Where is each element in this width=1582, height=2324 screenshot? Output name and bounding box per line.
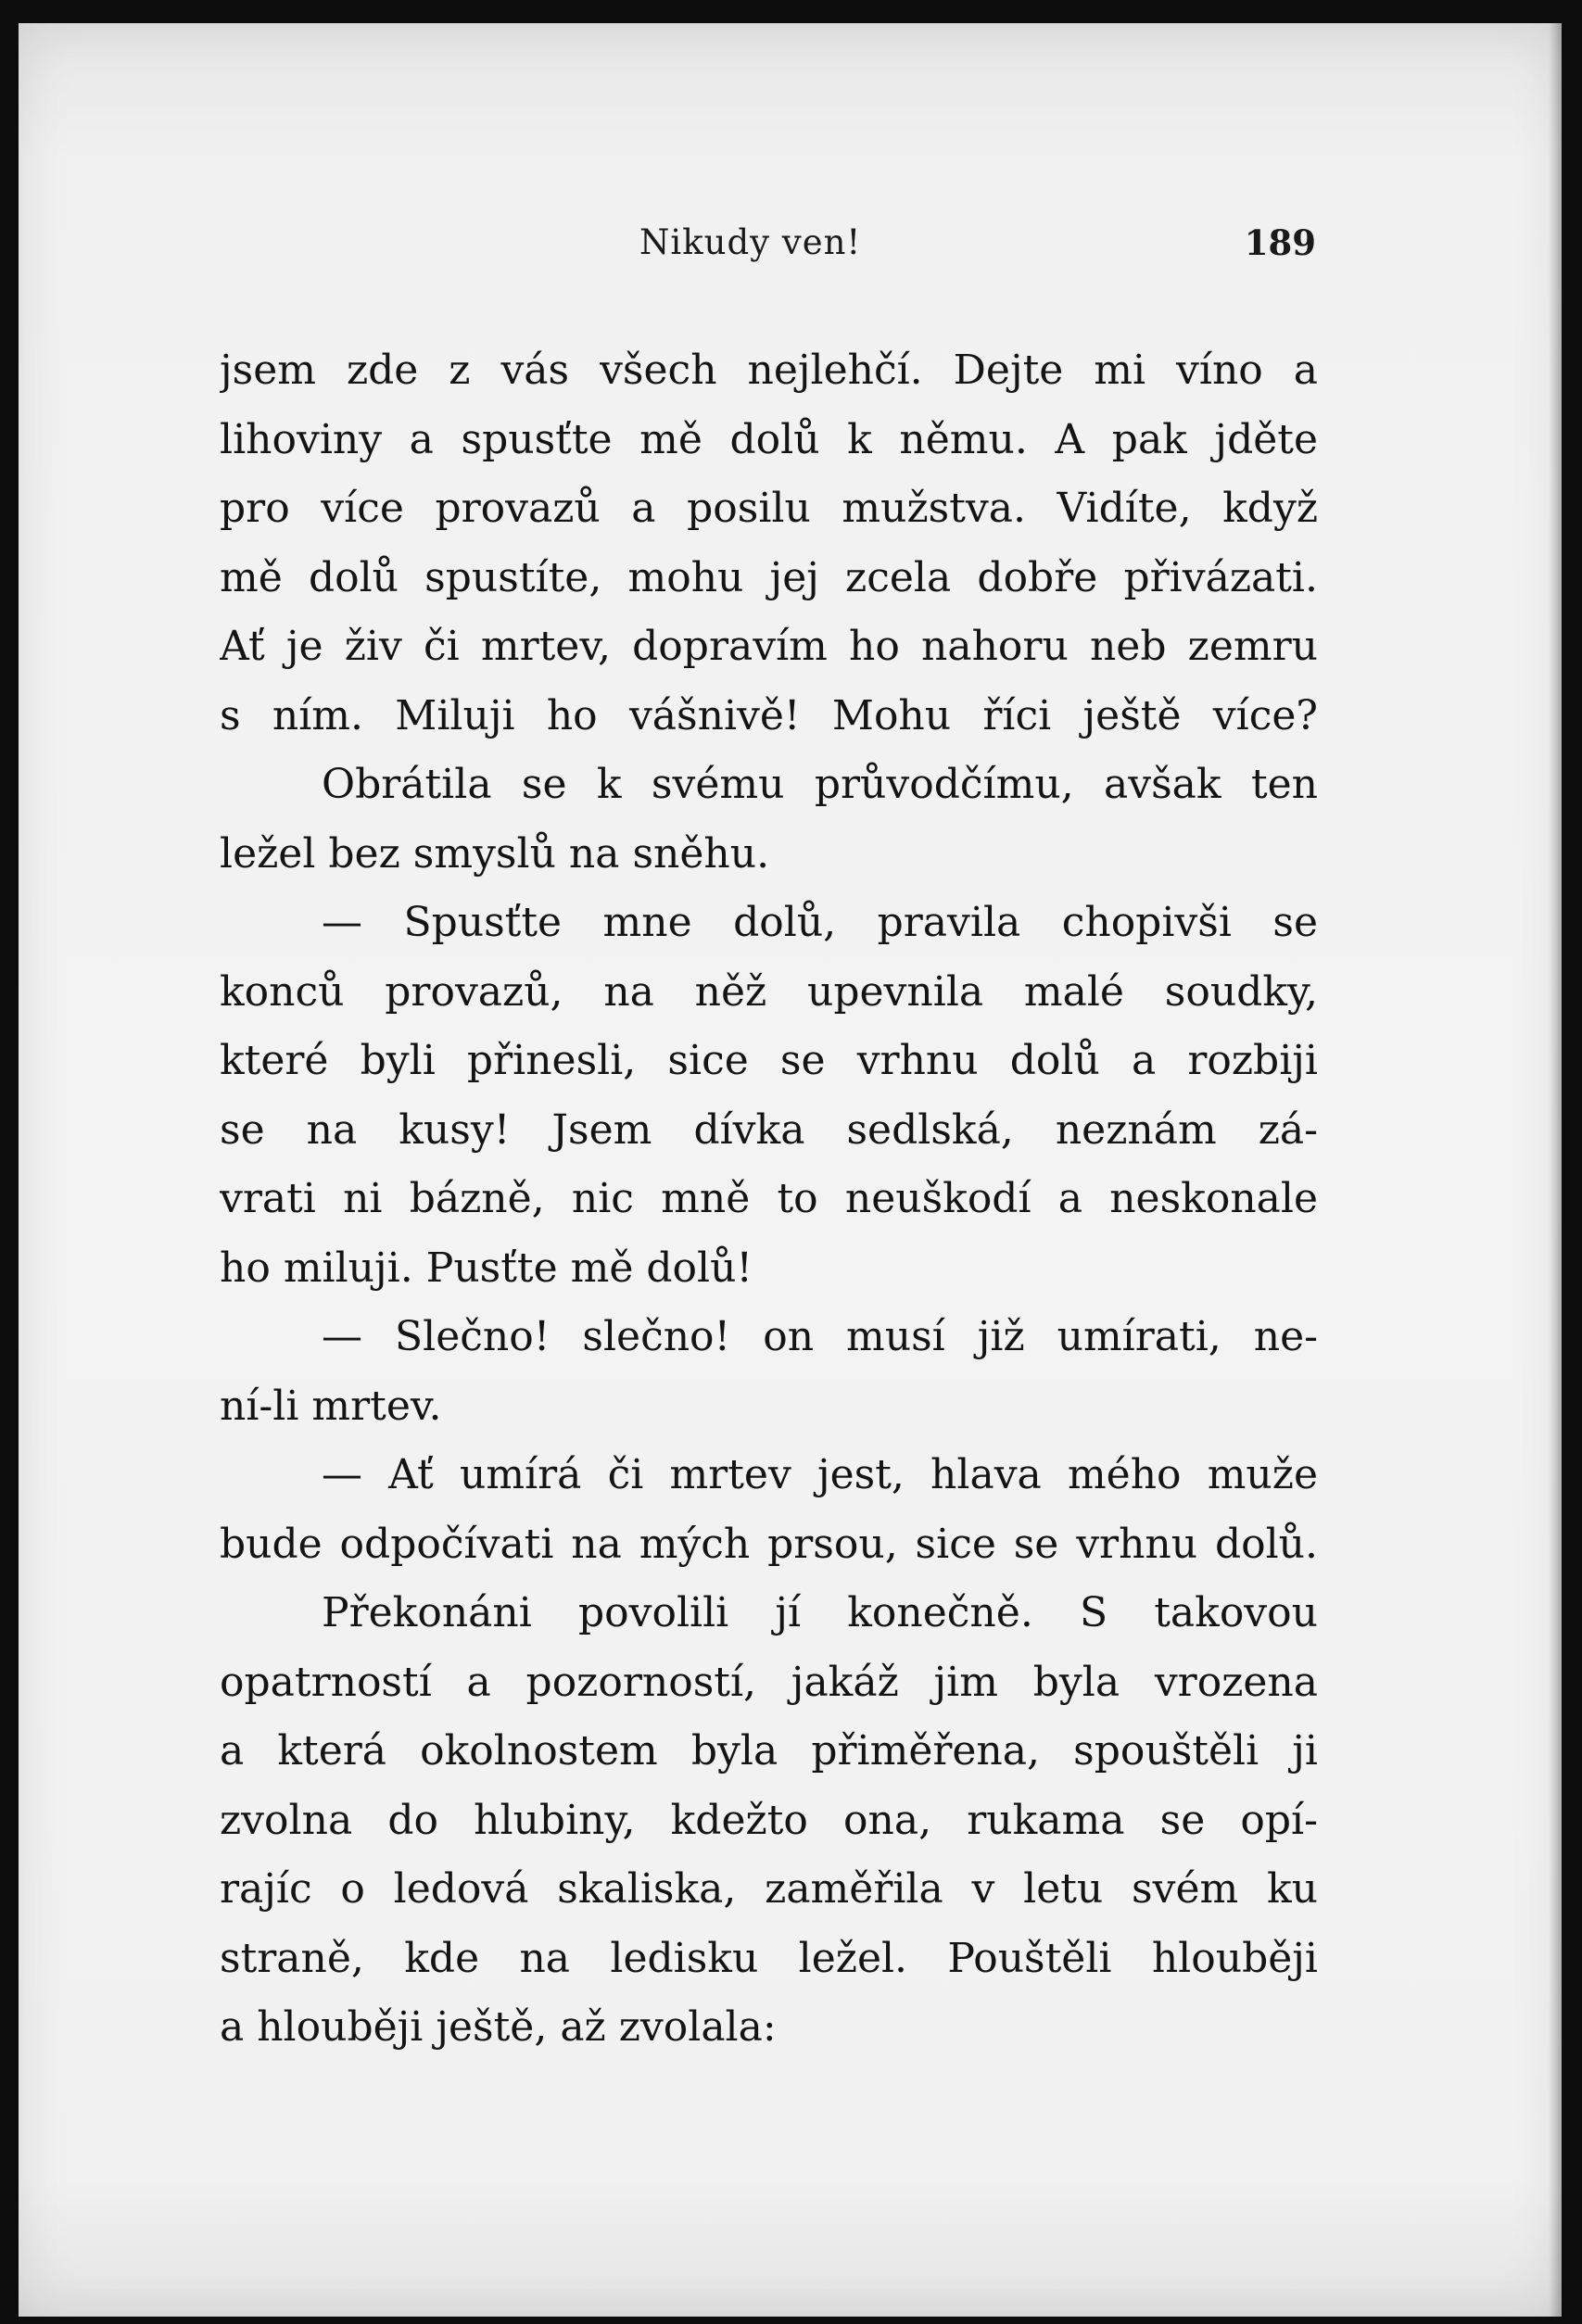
text-line: a hlouběji ještě, až zvolala: xyxy=(220,2003,777,2051)
text-line: ho miluji. Pusťte mě dolů! xyxy=(220,1244,753,1292)
text-line: ní-li mrtev. xyxy=(220,1382,442,1430)
text-line: lihoviny a spusťte mě dolů k němu. A pak jděte xyxy=(220,415,1318,463)
text-line: bude odpočívati na mých prsou, sice se vrhnu dolů. xyxy=(220,1520,1318,1568)
text-line: se na kusy! Jsem dívka sedlská, neznám zá- xyxy=(220,1105,1318,1154)
text-line: — Spusťte mne dolů, pravila chopivši se xyxy=(322,899,1318,946)
text-line: a která okolnostem byla přiměřena, spouštěli ji xyxy=(220,1727,1318,1775)
text-line: Obrátila se k svému průvodčímu, avšak ten xyxy=(322,761,1318,808)
running-head xyxy=(204,222,1316,269)
text-line: vrati ni bázně, nic mně to neuškodí a neskonale xyxy=(220,1175,1318,1222)
text-line: které byli přinesli, sice se vrhnu dolů a rozbiji xyxy=(220,1037,1318,1084)
body-text xyxy=(220,336,1318,2063)
text-line: straně, kde na ledisku ležel. Pouštěli hlouběji xyxy=(220,1934,1318,1982)
text-line: s ním. Miluji ho vášnivě! Mohu říci ještě více? xyxy=(220,691,1318,739)
text-line: zvolna do hlubiny, kdežto ona, rukama se opí- xyxy=(220,1796,1318,1844)
text-line: jsem zde z vás všech nejlehčí. Dejte mi víno a xyxy=(220,347,1318,394)
text-line: mě dolů spustíte, mohu jej zcela dobře přivázati. xyxy=(220,553,1318,601)
text-line: — Slečno! slečno! on musí již umírati, ne- xyxy=(322,1313,1318,1360)
page-edge-shadow xyxy=(1549,23,1562,2317)
page-number: 189 xyxy=(1244,222,1316,263)
text-line: Překonáni povolili jí konečně. S takovou xyxy=(322,1589,1318,1636)
text-line: ležel bez smyslů na sněhu. xyxy=(220,829,770,878)
text-line: konců provazů, na něž upevnila malé soudky, xyxy=(220,967,1318,1016)
text-line: Ať je živ či mrtev, dopravím ho nahoru neb zemru xyxy=(220,623,1318,670)
text-line: rajíc o ledová skaliska, zaměřila v letu svém ku xyxy=(220,1865,1318,1913)
running-title: Nikudy ven! xyxy=(639,222,862,262)
text-line: opatrností a pozorností, jakáž jim byla vrozena xyxy=(220,1658,1318,1706)
text-line: pro více provazů a posilu mužstva. Vidíte, když xyxy=(220,485,1318,532)
text-line: — Ať umírá či mrtev jest, hlava mého muže xyxy=(322,1451,1318,1498)
